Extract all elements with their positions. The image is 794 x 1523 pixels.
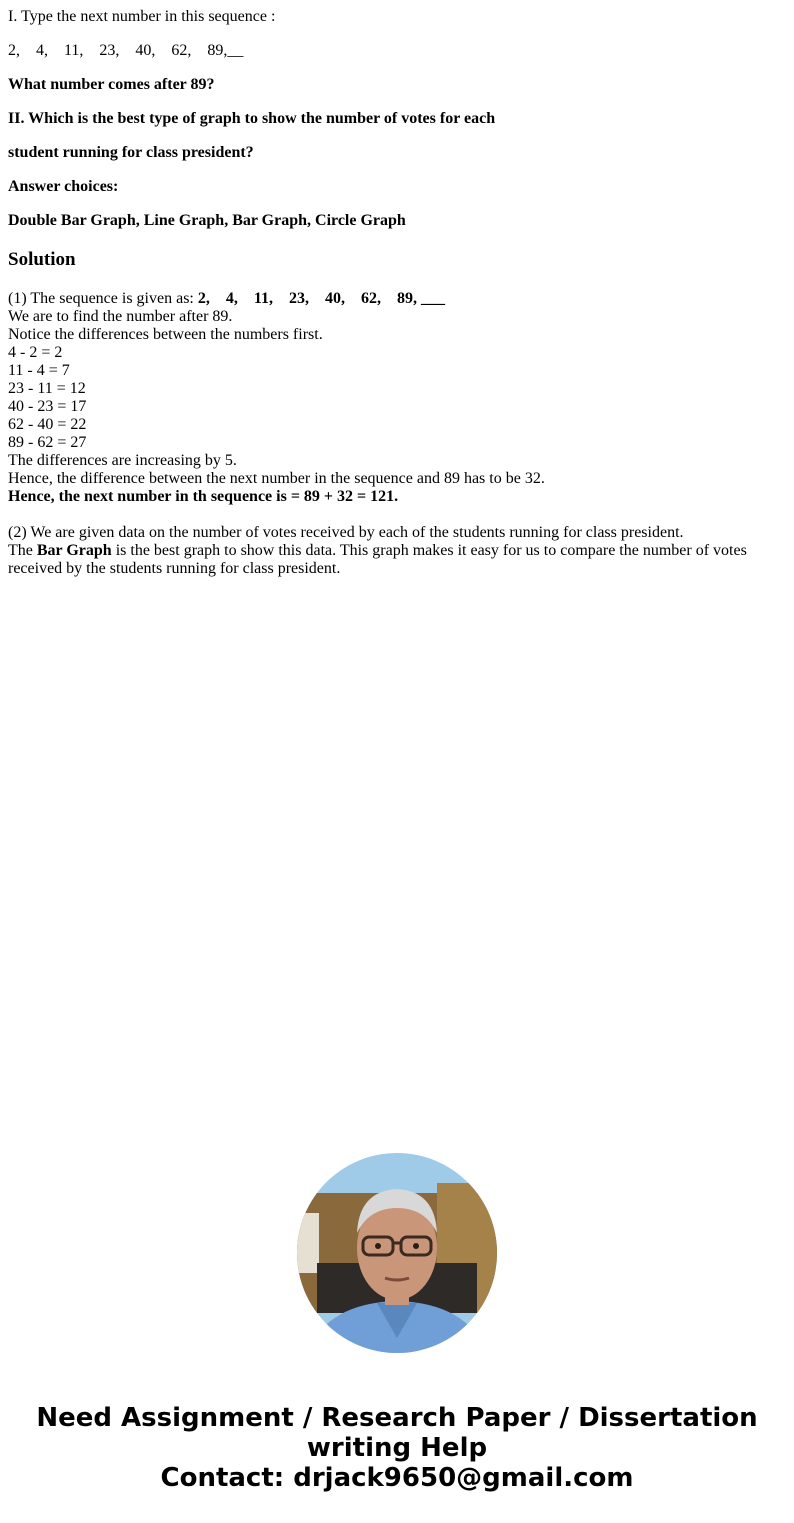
spacer [8, 506, 786, 524]
difference-line: 89 - 62 = 27 [8, 434, 87, 451]
photo-eye-left [375, 1243, 381, 1249]
question1-ask: What number comes after 89? [8, 76, 215, 93]
difference-line: 62 - 40 = 22 [8, 416, 87, 433]
author-photo [297, 1153, 497, 1353]
promo-line2: writing Help [306, 1433, 488, 1463]
difference-line: 11 - 4 = 7 [8, 362, 70, 379]
difference-line: 23 - 11 = 12 [8, 380, 86, 397]
photo-switchboard [297, 1213, 319, 1273]
promo-contact: Contact: drjack9650@gmail.com [160, 1463, 634, 1493]
question2-line1: II. Which is the best type of graph to show the number of votes for each [8, 110, 496, 127]
solution-part2-text [8, 542, 786, 578]
solution-line: The differences are increasing by 5. [8, 452, 237, 469]
photo-eye-right [413, 1243, 419, 1249]
solution-part1 [8, 290, 786, 578]
solution-line: We are to find the number after 89. [8, 308, 233, 325]
solution-part2-intro: (2) We are given data on the number of votes received by each of the students running for class president. [8, 524, 684, 541]
document-body [8, 8, 786, 578]
photo-neck [385, 1291, 409, 1305]
solution-part1-conclusion: Hence, the next number in th sequence is = 89 + 32 = 121. [8, 488, 399, 505]
difference-line: 4 - 2 = 2 [8, 344, 63, 361]
author-portrait-image [297, 1153, 497, 1353]
promo-footer [0, 1403, 794, 1493]
solution-heading: Solution [8, 249, 76, 270]
question1-prompt: I. Type the next number in this sequence : [8, 8, 276, 25]
answer-choices-label: Answer choices: [8, 178, 119, 195]
solution-part1-intro: (1) The sequence is given as: [8, 290, 198, 307]
bar-graph-answer: Bar Graph [36, 542, 112, 559]
solution-line: Notice the differences between the numbers first. [8, 326, 323, 343]
solution-part1-intro-line [8, 290, 786, 308]
solution-part2-post: is the best graph to show this data. This graph makes it easy for us to compare the number of votes received by the students running for class president. [8, 542, 747, 577]
answer-choices: Double Bar Graph, Line Graph, Bar Graph, Circle Graph [8, 212, 406, 229]
question2-line2: student running for class president? [8, 144, 254, 161]
solution-part2-pre: The [8, 542, 37, 559]
difference-line: 40 - 23 = 17 [8, 398, 87, 415]
question1-sequence: 2, 4, 11, 23, 40, 62, 89,__ [8, 42, 244, 59]
solution-part1-sequence: 2, 4, 11, 23, 40, 62, 89, ___ [197, 290, 445, 307]
promo-line1: Need Assignment / Research Paper / Dissertation [36, 1403, 758, 1433]
solution-line: Hence, the difference between the next number in the sequence and 89 has to be 32. [8, 470, 545, 487]
